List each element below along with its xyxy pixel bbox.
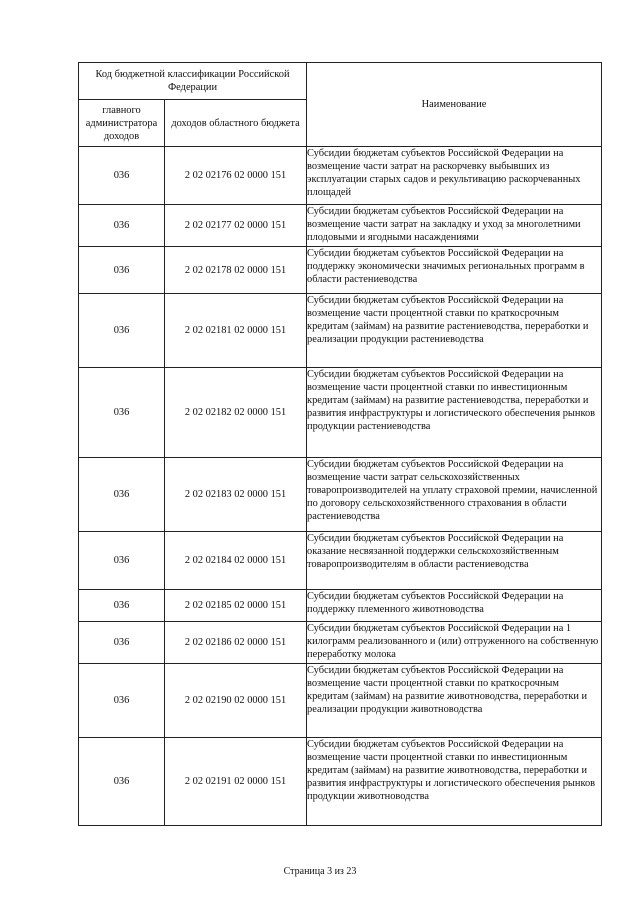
- name-cell: Субсидии бюджетам субъектов Российской Федерации на 1 килограмм реализованного и (или) отгруженного на собственную переработку молока: [307, 622, 602, 664]
- table-row: [79, 247, 602, 294]
- admin-code-cell: 036: [79, 368, 165, 458]
- admin-code-cell: 036: [79, 205, 165, 247]
- admin-code-cell: 036: [79, 147, 165, 205]
- name-cell: Субсидии бюджетам субъектов Российской Федерации на возмещение части процентной ставки по инвестиционным кредитам (займам) на развитие животноводства, переработки и развития инфраструктуры и логистического обеспечения рынков продукции животноводства: [307, 738, 602, 826]
- table-row: [79, 532, 602, 590]
- table-row: [79, 664, 602, 738]
- table-body: [79, 147, 602, 826]
- admin-code-cell: 036: [79, 590, 165, 622]
- table-row: [79, 622, 602, 664]
- admin-code-cell: 036: [79, 458, 165, 532]
- name-cell: Субсидии бюджетам субъектов Российской Федерации на возмещение части затрат сельскохозяйственных товаропроизводителей на уплату страховой премии, начисленной по договору сельскохозяйственного страхования в области растениеводства: [307, 458, 602, 532]
- revenue-code-cell: 2 02 02185 02 0000 151: [165, 590, 307, 622]
- name-cell: Субсидии бюджетам субъектов Российской Федерации на возмещение части затрат на раскорчевку выбывших из эксплуатации старых садов и рекультивацию раскорчеванных площадей: [307, 147, 602, 205]
- table-row: [79, 738, 602, 826]
- revenue-code-cell: 2 02 02190 02 0000 151: [165, 664, 307, 738]
- name-cell: Субсидии бюджетам субъектов Российской Федерации на возмещение части затрат на закладку и уход за многолетними плодовыми и ягодными насаждениями: [307, 205, 602, 247]
- revenue-code-cell: 2 02 02183 02 0000 151: [165, 458, 307, 532]
- revenue-code-cell: 2 02 02181 02 0000 151: [165, 294, 307, 368]
- revenue-code-cell: 2 02 02178 02 0000 151: [165, 247, 307, 294]
- revenue-code-cell: 2 02 02182 02 0000 151: [165, 368, 307, 458]
- page-number: Страница 3 из 23: [283, 866, 357, 877]
- header-main-administrator: главного администратора доходов: [79, 100, 165, 147]
- name-cell: Субсидии бюджетам субъектов Российской Федерации на возмещение части процентной ставки по краткосрочным кредитам (займам) на развитие животноводства, переработки и реализации продукции животноводства: [307, 664, 602, 738]
- admin-code-cell: 036: [79, 738, 165, 826]
- header-regional-revenue: доходов областного бюджета: [165, 100, 307, 147]
- name-cell: Субсидии бюджетам субъектов Российской Федерации на возмещение части процентной ставки по краткосрочным кредитам (займам) на развитие растениеводства, переработки и реализации продукции растениеводства: [307, 294, 602, 368]
- revenue-code-cell: 2 02 02186 02 0000 151: [165, 622, 307, 664]
- revenue-code-cell: 2 02 02191 02 0000 151: [165, 738, 307, 826]
- admin-code-cell: 036: [79, 247, 165, 294]
- budget-classification-table: [78, 62, 602, 826]
- table-row: [79, 294, 602, 368]
- name-cell: Субсидии бюджетам субъектов Российской Федерации на возмещение части процентной ставки по инвестиционным кредитам (займам) на развитие растениеводства, переработки и развития инфраструктуры и логистического обеспечения рынков продукции растениеводства: [307, 368, 602, 458]
- table-row: [79, 590, 602, 622]
- revenue-code-cell: 2 02 02184 02 0000 151: [165, 532, 307, 590]
- table-row: [79, 458, 602, 532]
- admin-code-cell: 036: [79, 532, 165, 590]
- name-cell: Субсидии бюджетам субъектов Российской Федерации на поддержку экономически значимых региональных программ в области растениеводства: [307, 247, 602, 294]
- revenue-code-cell: 2 02 02176 02 0000 151: [165, 147, 307, 205]
- table-row: [79, 147, 602, 205]
- name-cell: Субсидии бюджетам субъектов Российской Федерации на оказание несвязанной поддержки сельскохозяйственным товаропроизводителям в области растениеводства: [307, 532, 602, 590]
- name-cell: Субсидии бюджетам субъектов Российской Федерации на поддержку племенного животноводства: [307, 590, 602, 622]
- table-row: [79, 205, 602, 247]
- admin-code-cell: 036: [79, 664, 165, 738]
- header-classification-code: Код бюджетной классификации Российской Федерации: [79, 63, 307, 100]
- admin-code-cell: 036: [79, 622, 165, 664]
- header-name: Наименование: [307, 63, 602, 147]
- revenue-code-cell: 2 02 02177 02 0000 151: [165, 205, 307, 247]
- table-header-row: [79, 63, 602, 100]
- admin-code-cell: 036: [79, 294, 165, 368]
- table-row: [79, 368, 602, 458]
